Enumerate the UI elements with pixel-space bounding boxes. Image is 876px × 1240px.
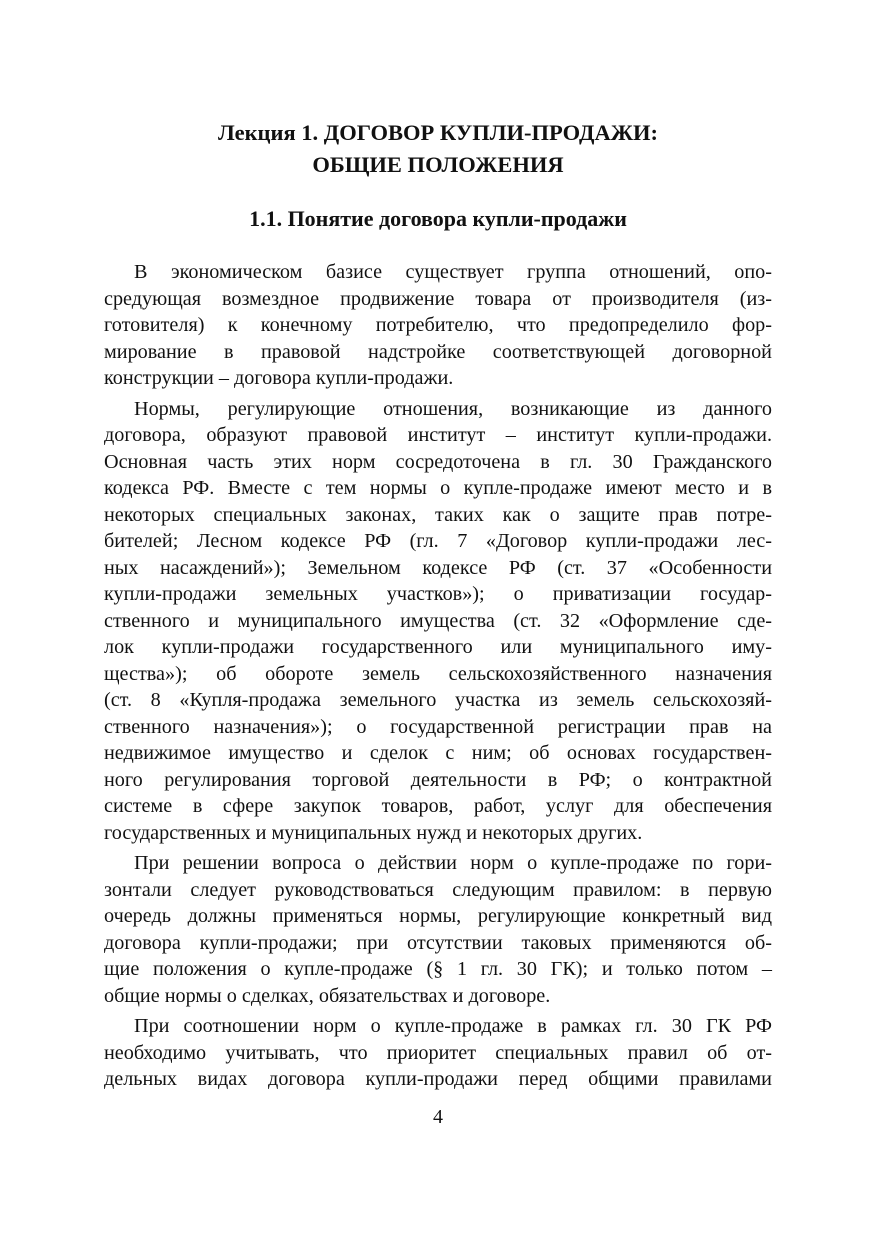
text-line: При решении вопроса о действии норм о купле-продаже по гори-: [134, 852, 772, 874]
text-line: мирование в правовой надстройке соответствующей договорной: [104, 340, 772, 363]
text-line: щие положения о купле-продаже (§ 1 гл. 30 ГК); и только потом –: [104, 958, 772, 980]
text-line: конструкции – договора купли-продажи.: [104, 367, 454, 389]
page-number: 4: [433, 1106, 443, 1128]
paragraph: [104, 259, 772, 392]
text-line: недвижимое имущество и сделок с ним; об основах государствен-: [104, 742, 772, 764]
paragraph: [104, 850, 772, 1009]
text-line: договора, образуют правовой институт – институт купли-продажи.: [104, 424, 772, 446]
text-line: дельных видах договора купли-продажи перед общими правилами: [104, 1068, 772, 1090]
text-line: купли-продажи земельных участков»); о приватизации государ-: [104, 583, 772, 605]
text-line: ственного назначения»); о государственной регистрации прав на: [104, 715, 772, 738]
text-line: необходимо учитывать, что приоритет специальных правил об от-: [104, 1041, 772, 1064]
text-line: (ст. 8 «Купля-продажа земельного участка из земель сельскохозяй-: [104, 689, 772, 711]
text-line: средующая возмездное продвижение товара от производителя (из-: [104, 287, 772, 310]
text-line: системе в сфере закупок товаров, работ, услуг для обеспечения: [104, 795, 772, 817]
text-line: Нормы, регулирующие отношения, возникающие из данного: [134, 397, 772, 420]
text-line: договора купли-продажи; при отсутствии таковых применяются об-: [104, 931, 772, 954]
text-line: В экономическом базисе существует группа отношений, опо-: [134, 261, 772, 283]
text-line: Основная часть этих норм сосредоточена в гл. 30 Гражданского: [104, 450, 772, 473]
paragraph: [104, 396, 772, 847]
text-line: лок купли-продажи государственного или муниципального иму-: [104, 636, 772, 658]
text-line: кодекса РФ. Вместе с тем нормы о купле-продаже имеют место и в: [104, 477, 772, 499]
paragraph: [104, 1013, 772, 1093]
lecture-title-line-1: Лекция 1. ДОГОВОР КУПЛИ-ПРОДАЖИ:: [217, 120, 658, 145]
text-line: некоторых специальных законах, таких как о защите прав потре-: [104, 503, 772, 526]
lecture-title-line-2: ОБЩИЕ ПОЛОЖЕНИЯ: [312, 152, 564, 177]
text-line: При соотношении норм о купле-продаже в рамках гл. 30 ГК РФ: [134, 1015, 772, 1037]
body-text: [104, 259, 772, 1097]
text-line: ственного и муниципального имущества (ст. 32 «Оформление сде-: [104, 609, 772, 632]
text-line: щества»); об обороте земель сельскохозяйственного назначения: [104, 662, 772, 685]
text-line: очередь должны применяться нормы, регулирующие конкретный вид: [104, 905, 772, 927]
text-line: готовителя) к конечному потребителю, что предопределило фор-: [104, 314, 772, 336]
lecture-title: [104, 117, 772, 181]
text-line: государственных и муниципальных нужд и некоторых других.: [104, 821, 643, 844]
text-line: общие нормы о сделках, обязательствах и договоре.: [104, 984, 551, 1007]
text-line: ных насаждений»); Земельном кодексе РФ (ст. 37 «Особенности: [104, 556, 772, 579]
text-line: зонтали следует руководствоваться следующим правилом: в первую: [104, 878, 772, 901]
section-title: 1.1. Понятие договора купли-продажи: [249, 206, 627, 231]
text-line: бителей; Лесном кодексе РФ (гл. 7 «Договор купли-продажи лес-: [104, 530, 772, 552]
text-line: ного регулирования торговой деятельности в РФ; о контрактной: [104, 768, 772, 791]
